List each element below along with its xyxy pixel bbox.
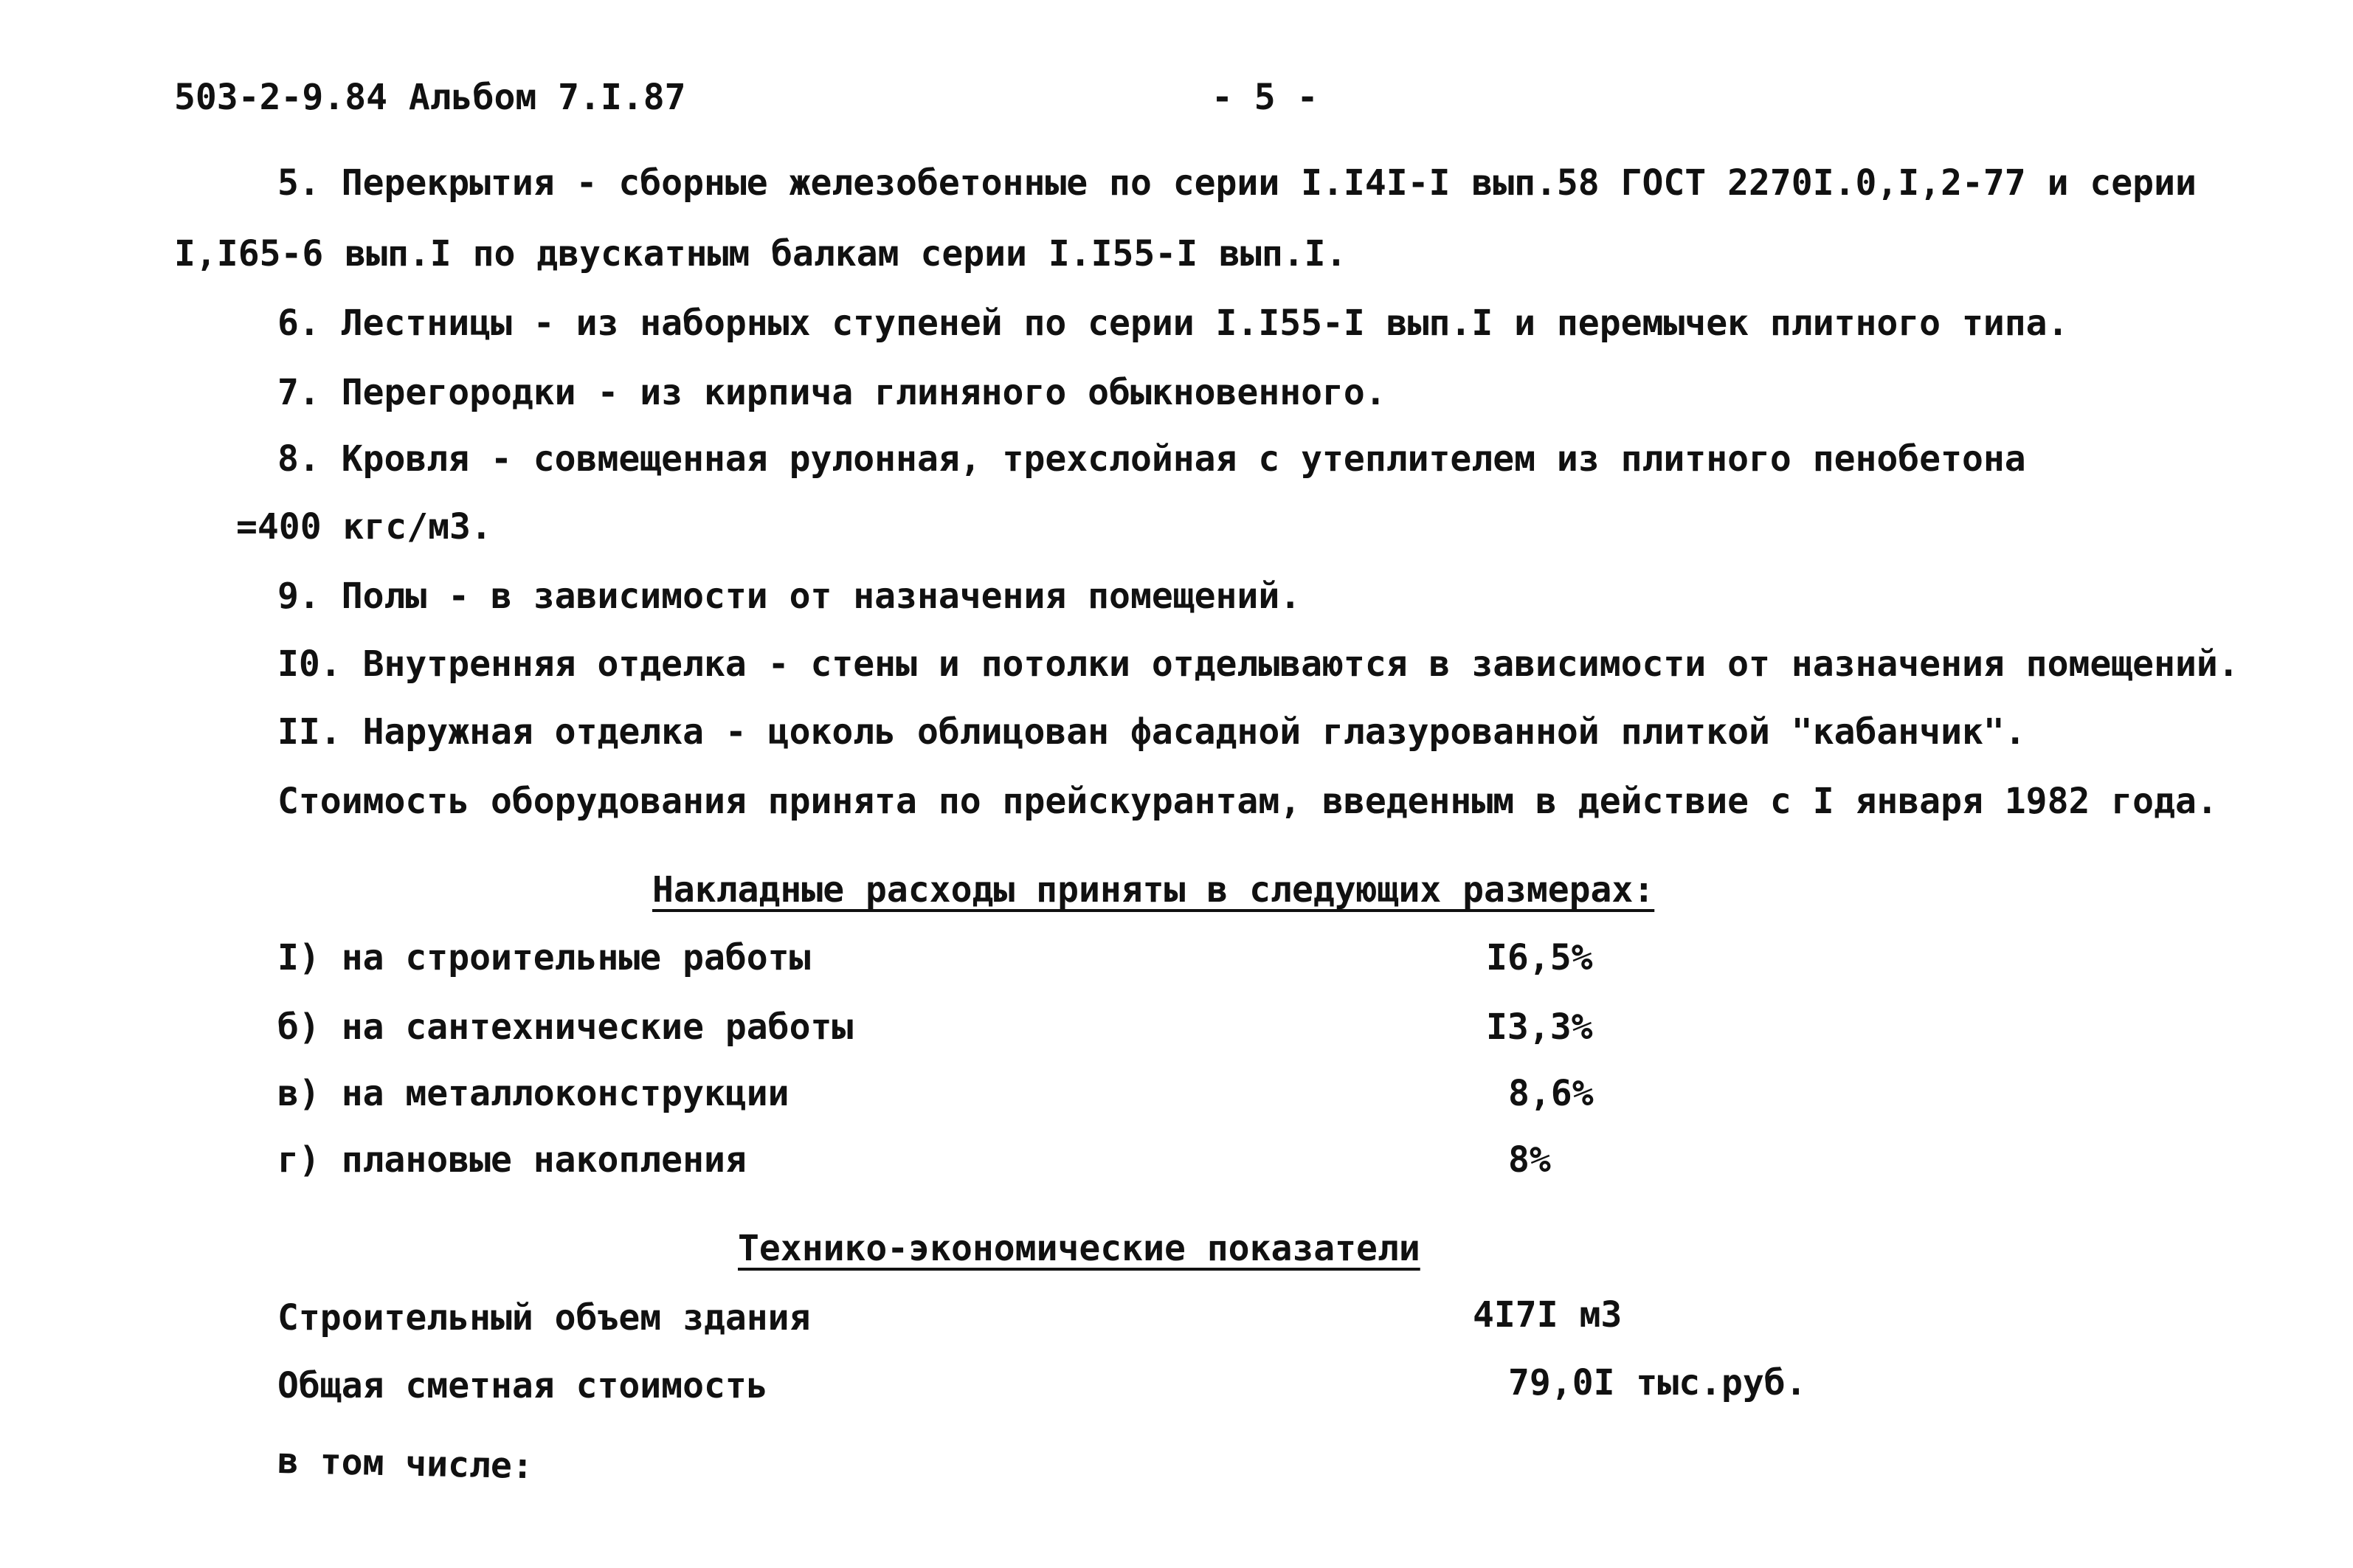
indicators-heading: Технико-экономические показатели [738, 1228, 1420, 1269]
paragraph-5-line-1: 5. Перекрытия - сборные железобетонные по серии I.I4I-I вып.58 ГОСТ 2270I.0,I,2-77 и серии [277, 162, 2197, 204]
indicator-label: Общая сметная стоимость [277, 1365, 768, 1406]
paragraph-10: I0. Внутренняя отделка - стены и потолки отделываются в зависимости от назначения помещений. [277, 643, 2239, 685]
overhead-value: 8% [1508, 1139, 1551, 1181]
overhead-label: в) на металлоконструкции [277, 1073, 789, 1114]
indicator-label: Строительный объем здания [277, 1297, 811, 1339]
indicator-value: 4I7I м3 [1473, 1294, 1623, 1336]
overhead-value: I3,3% [1486, 1006, 1593, 1048]
page-number: - 5 - [1212, 77, 1319, 118]
paragraph-8-line-1: 8. Кровля - совмещенная рулонная, трехслойная с утеплителем из плитного пенобетона [277, 438, 2026, 480]
doc-code: 503-2-9.84 Альбом 7.I.87 [174, 77, 686, 118]
including-label: в том числе: [277, 1440, 534, 1488]
paragraph-5-line-2: I,I65-6 вып.I по двускатным балкам серии I.I55-I вып.I. [174, 233, 1347, 274]
paragraph-6: 6. Лестницы - из наборных ступеней по серии I.I55-I вып.I и перемычек плитного типа. [277, 303, 2069, 344]
paragraph-11: II. Наружная отделка - цоколь облицован фасадной глазурованной плиткой "кабанчик". [277, 711, 2026, 753]
overhead-value: 8,6% [1508, 1073, 1594, 1114]
paragraph-8-line-2: =400 кгс/м3. [236, 506, 492, 548]
indicator-value: 79,0I тыс.руб. [1508, 1362, 1807, 1403]
overhead-value: I6,5% [1486, 937, 1593, 978]
paragraph-9: 9. Полы - в зависимости от назначения помещений. [277, 576, 1302, 617]
paragraph-7: 7. Перегородки - из кирпича глиняного обыкновенного. [277, 372, 1386, 413]
overhead-label: г) плановые накопления [277, 1139, 747, 1181]
cost-note: Стоимость оборудования принята по прейскурантам, введенным в действие с I января 1982 года. [277, 781, 2218, 822]
overheads-heading: Накладные расходы приняты в следующих размерах: [652, 869, 1655, 911]
overhead-label: I) на строительные работы [277, 937, 811, 978]
overhead-label: б) на сантехнические работы [277, 1006, 854, 1048]
